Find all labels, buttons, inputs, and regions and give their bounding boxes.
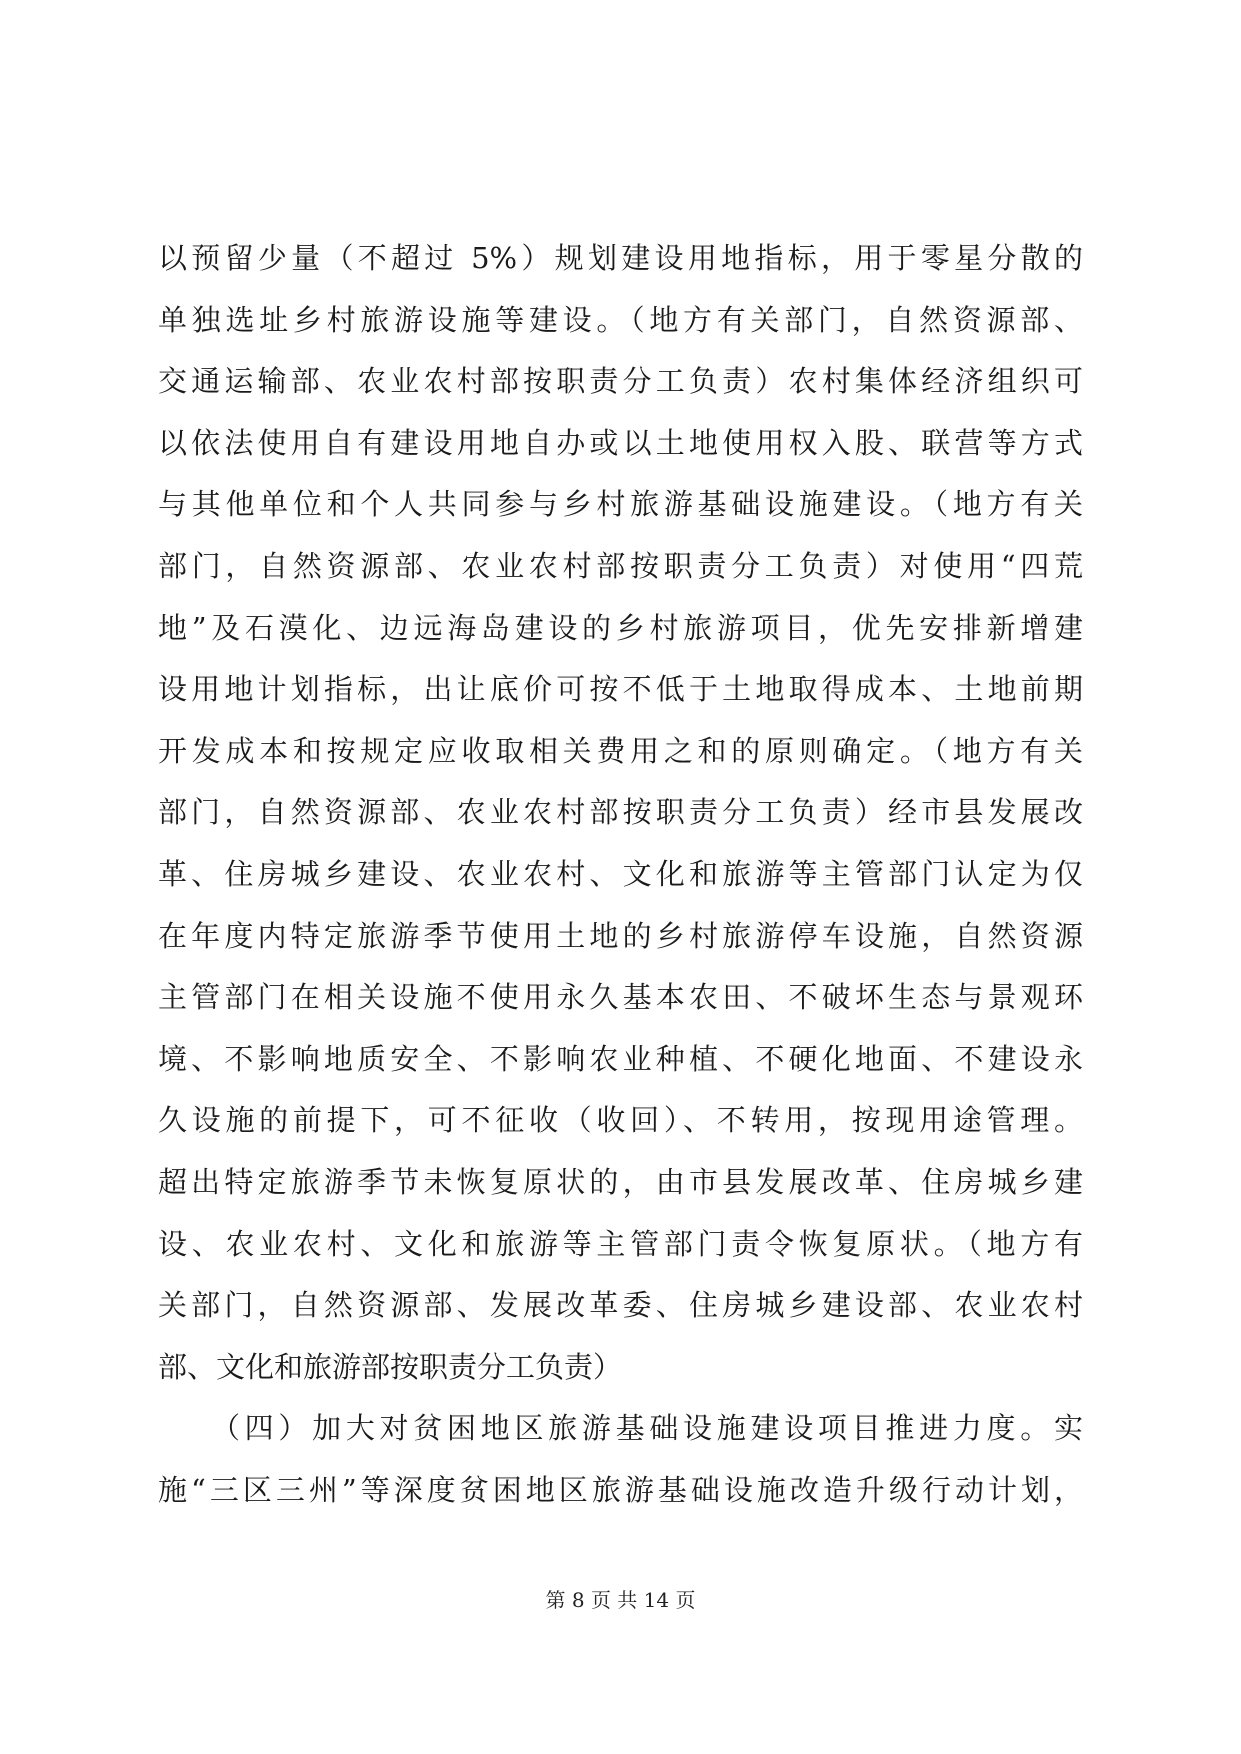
text-line: 以依法使用自有建设用地自办或以土地使用权入股、联营等方式	[158, 425, 1083, 460]
body-text	[158, 228, 1083, 1521]
text-line: 在年度内特定旅游季节使用土地的乡村旅游停车设施，自然资源	[158, 918, 1083, 953]
text-line: 主管部门在相关设施不使用永久基本农田、不破坏生态与景观环	[158, 980, 1083, 1015]
text-line: 地”及石漠化、边远海岛建设的乡村旅游项目，优先安排新增建	[158, 610, 1083, 645]
text-line: 设用地计划指标，出让底价可按不低于土地取得成本、土地前期	[158, 672, 1083, 707]
text-line: 单独选址乡村旅游设施等建设。（地方有关部门，自然资源部、	[158, 302, 1083, 337]
page-footer: 第 8 页 共 14 页	[545, 1588, 696, 1612]
text-line: 以预留少量（不超过 5%）规划建设用地指标，用于零星分散的	[158, 241, 1083, 275]
section-heading-line: （四）加大对贫困地区旅游基础设施建设项目推进力度。实	[158, 1411, 1083, 1446]
paragraph-end-line: 部、文化和旅游部按职责分工负责）	[158, 1349, 623, 1384]
text-line: 与其他单位和个人共同参与乡村旅游基础设施建设。（地方有关	[158, 487, 1083, 522]
text-line: 交通运输部、农业农村部按职责分工负责）农村集体经济组织可	[158, 364, 1083, 399]
text-line: 久设施的前提下，可不征收（收回）、不转用，按现用途管理。	[158, 1103, 1083, 1138]
text-line: 设、农业农村、文化和旅游等主管部门责令恢复原状。（地方有	[158, 1226, 1083, 1261]
text-line: 施“三区三州”等深度贫困地区旅游基础设施改造升级行动计划，	[158, 1472, 1083, 1507]
text-line: 超出特定旅游季节未恢复原状的，由市县发展改革、住房城乡建	[158, 1164, 1083, 1199]
text-line: 部门，自然资源部、农业农村部按职责分工负责）经市县发展改	[158, 795, 1083, 830]
text-line: 境、不影响地质安全、不影响农业种植、不硬化地面、不建设永	[158, 1041, 1083, 1076]
text-line: 关部门，自然资源部、发展改革委、住房城乡建设部、农业农村	[158, 1288, 1083, 1323]
text-line: 开发成本和按规定应收取相关费用之和的原则确定。（地方有关	[158, 733, 1083, 768]
text-line: 部门，自然资源部、农业农村部按职责分工负责）对使用“四荒	[158, 548, 1083, 583]
text-line: 革、住房城乡建设、农业农村、文化和旅游等主管部门认定为仅	[158, 856, 1083, 891]
